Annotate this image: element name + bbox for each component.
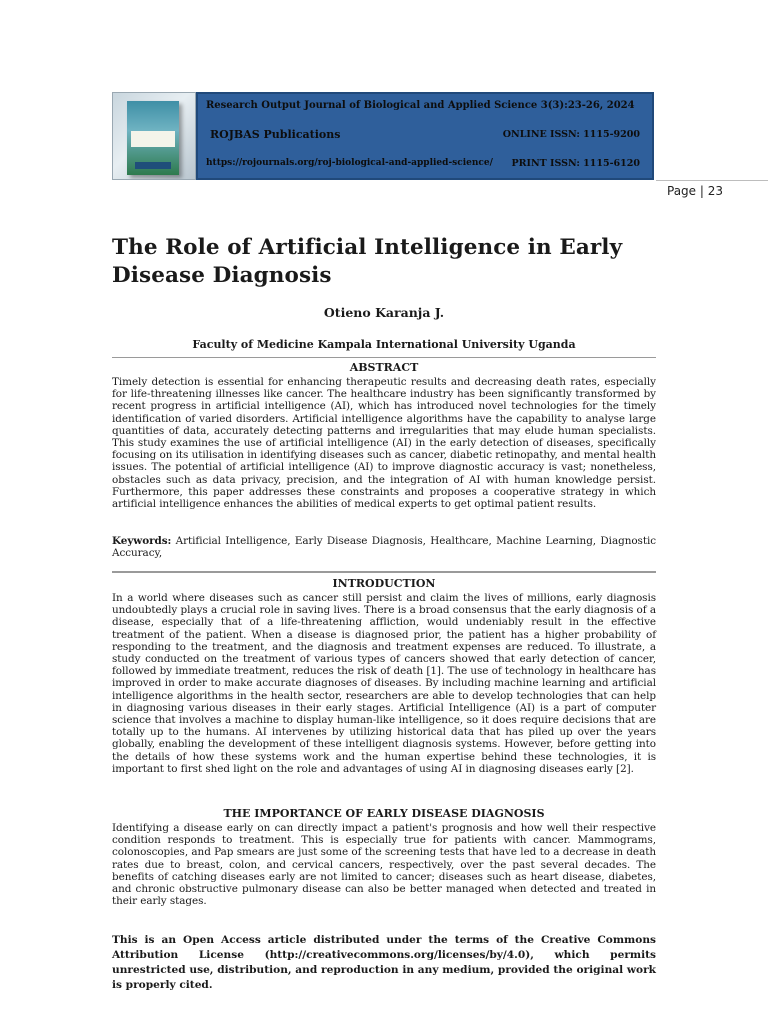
divider (112, 571, 656, 573)
online-issn: ONLINE ISSN: 1115-9200 (502, 129, 640, 140)
importance-heading: THE IMPORTANCE OF EARLY DISEASE DIAGNOSIS (223, 807, 545, 820)
journal-citation: Research Output Journal of Biological and Applied Science 3(3):23-26, 2024 (206, 100, 635, 111)
book-cover-icon (127, 101, 179, 175)
journal-banner (196, 92, 654, 180)
journal-cover-image (112, 92, 196, 180)
journal-url[interactable]: https://rojournals.org/roj-biological-and-applied-science/ (206, 158, 493, 168)
divider (112, 357, 656, 358)
importance-text: Identifying a disease early on can directly impact a patient's prognosis and how well their respective condition responds to treatment. This is especially true for patients with cancer. Mammograms, colonoscopies, and Pap smears are just some of the screening tests that have led to a decrease in death rates due to breast, colon, and cervical cancers, respectively, over the past several decades. The benefits of catching diseases early are not limited to cancer; diseases such as heart disease, diabetes, and chronic obstructive pulmonary disease can also be better managed when detected and treated in their early stages. (112, 822, 656, 908)
article-title: The Role of Artificial Intelligence in Early Disease Diagnosis (112, 235, 623, 288)
introduction-heading: INTRODUCTION (332, 577, 436, 590)
license-notice: This is an Open Access article distributed under the terms of the Creative Commons Attribution License (http://creativecommons.org/licenses/by/4.0), which permits unrestricted use, distribution, and reproduction in any medium, provided the original work is properly cited. (112, 934, 656, 991)
abstract-text: Timely detection is essential for enhancing therapeutic results and decreasing death rates, especially for life-threatening illnesses like cancer. The healthcare industry has been significantly transformed by recent progress in artificial intelligence (AI), which has introduced novel technologies for the timely identification of varied disorders. Artificial intelligence algorithms have the capability to analyse large quantities of data, accurately detecting patterns and irregularities that may elude human specialists. This study examines the use of artificial intelligence (AI) in the early detection of diseases, specifically focusing on its utilisation in identifying diseases such as cancer, diabetic retinopathy, and mental health issues. The potential of artificial intelligence (AI) to improve diagnostic accuracy is vast; nonetheless, obstacles such as data privacy, precision, and the integration of AI with human knowledge persist. Furthermore, this paper addresses these constraints and proposes a cooperative strategy in which artificial intelligence enhances the abilities of medical experts to get optimal patient results. (112, 376, 656, 511)
print-issn: PRINT ISSN: 1115-6120 (511, 158, 640, 169)
publisher-name: ROJBAS Publications (210, 128, 341, 141)
page-number-rule (656, 180, 768, 181)
cover-title-strip (131, 131, 175, 147)
keywords-list: Artificial Intelligence, Early Disease Diagnosis, Healthcare, Machine Learning, Diagnostic Accuracy, (112, 535, 656, 560)
author-name: Otieno Karanja J. (323, 305, 445, 320)
keywords (112, 535, 656, 559)
page-number: Page | 23 (667, 184, 723, 198)
cover-brand-strip (135, 162, 171, 169)
keywords-label: Keywords: (112, 535, 172, 547)
introduction-text: In a world where diseases such as cancer still persist and claim the lives of millions, early diagnosis undoubtedly plays a crucial role in saving lives. There is a broad consensus that the early diagnosis of a disease, especially that of a life-threatening affliction, would undeniably result in the effective treatment of the patient. When a disease is diagnosed prior, the patient has a higher probability of responding to the treatment, and the diagnosis and treatment expenses are reduced. To illustrate, a study conducted on the treatment of various types of cancers showed that early detection of cancer, followed by immediate treatment, reduces the risk of death [1]. The use of technology in healthcare has improved in order to make accurate diagnoses of diseases. By including machine learning and artificial intelligence algorithms in the health sector, researchers are able to develop technologies that can help in diagnosing various diseases in their early stages. Artificial Intelligence (AI) is a part of computer science that involves a machine to display human-like intelligence, so it does require decisions that are totally up to the humans. AI intervenes by utilizing historical data that has piled up over the years globally, enabling the development of these intelligent diagnosis systems. However, before getting into the details of how these systems work and the human expertise behind these technologies, it is important to first shed light on the role and advantages of using AI in diagnosing diseases early [2]. (112, 592, 656, 775)
author-affiliation: Faculty of Medicine Kampala International University Uganda (192, 338, 576, 351)
abstract-heading: ABSTRACT (349, 361, 419, 374)
